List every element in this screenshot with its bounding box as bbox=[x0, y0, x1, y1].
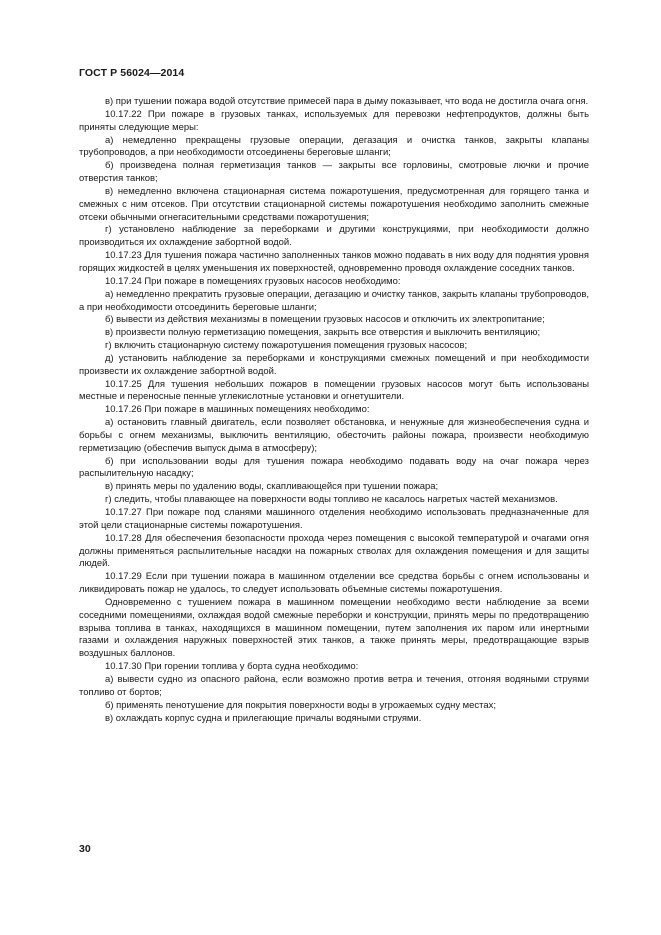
paragraph: б) вывести из действия механизмы в помещении грузовых насосов и отключить их электропитание; bbox=[105, 314, 545, 326]
paragraph: а) вывести судно из опасного района, если возможно против ветра и течения, отгоняя водяными струями топливо от бортов; bbox=[79, 673, 589, 698]
paragraph: 10.17.28 Для обеспечения безопасности прохода через помещения с высокой температурой и очагами огня должны применяться распылительные насадки на пожарных стволах для охлаждения помещения и для защиты людей. bbox=[79, 532, 589, 570]
paragraph: д) установить наблюдение за переборками и конструкциями смежных помещений и при необходимости произвести их охлаждение забортной водой. bbox=[79, 352, 589, 377]
paragraph: в) при тушении пожара водой отсутствие примесей пара в дыму показывает, что вода не достигла очага огня. bbox=[105, 96, 589, 107]
paragraph: г) установлено наблюдение за переборками и другими конструкциями, при необходимости должно производиться их охлаждение забортной водой. bbox=[79, 224, 589, 249]
paragraph: в) произвести полную герметизацию помещения, закрыть все отверстия и выключить вентиляцию; bbox=[105, 327, 541, 339]
paragraph: б) при использовании воды для тушения пожара необходимо подавать воду на очаг пожара через распылительную насадку; bbox=[79, 455, 589, 480]
paragraph: а) немедленно прекращены грузовые операции, дегазация и очистка танков, закрыты клапаны трубопроводов, а при необходимости отсоединены береговые шланги; bbox=[79, 134, 589, 159]
paragraph: в) принять меры по удалению воды, скапливающейся при тушении пожара; bbox=[105, 481, 439, 493]
paragraph: 10.17.26 При пожаре в машинных помещениях необходимо: bbox=[105, 404, 370, 416]
paragraph: 10.17.23 Для тушения пожара частично заполненных танков можно подавать в них воду для поднятия уровня горящих жидкостей в целях уменьшения их поверхностей, одновременно проводя охлаждение соседних танков. bbox=[79, 250, 589, 274]
paragraph: в) немедленно включена стационарная система пожаротушения, предусмотренная для горящего танка и смежных с ним отсеков. При отсутствии стационарной системы пожаротушения необходимо заполнить смежные отсеки обычными огнегасительными средствами пожаротушения; bbox=[79, 185, 589, 223]
paragraph: 10.17.22 При пожаре в грузовых танках, используемых для перевозки нефтепродуктов, должны быть приняты следующие меры: bbox=[79, 108, 589, 133]
paragraph: 10.17.30 При горении топлива у борта судна необходимо: bbox=[105, 661, 359, 673]
paragraph: 10.17.24 При пожаре в помещениях грузовых насосов необходимо: bbox=[105, 275, 401, 287]
paragraph: б) применять пенотушение для покрытия поверхности воды в угрожаемых судну местах; bbox=[105, 699, 496, 711]
paragraph: г) следить, чтобы плавающее на поверхности воды топливо не касалось нагретых частей механизмов. bbox=[105, 494, 558, 506]
paragraph: г) включить стационарную систему пожаротушения помещения грузовых насосов; bbox=[105, 340, 468, 352]
paragraph: Одновременно с тушением пожара в машинном помещении необходимо вести наблюдение за всеми соседними помещениями, охлаждая водой смежные переборки и конструкции, принять меры по предотвращению взрыва топлива в танках, находящихся в машинном помещении, путем заполнения их паром или инертными газами и охлаждения наружных поверхностей этих танков, а также принять меры, предотвращающие взрыв воздушных баллонов. bbox=[79, 596, 589, 660]
paragraph: в) охлаждать корпус судна и прилегающие причалы водяными струями. bbox=[105, 712, 422, 724]
document-header: ГОСТ Р 56024—2014 bbox=[79, 67, 185, 79]
paragraph: 10.17.29 Если при тушении пожара в машинном отделении все средства борьбы с огнем использованы и ликвидировать пожар не удалось, то следует использовать объемные системы пожаротушения. bbox=[79, 571, 589, 596]
paragraph: 10.17.25 Для тушения небольших пожаров в помещении грузовых насосов могут быть использованы местные и переносные пенные углекислотные установки и огнетушители. bbox=[79, 378, 589, 403]
paragraph: а) остановить главный двигатель, если позволяет обстановка, и ненужные для жизнеобеспечения судна и борьбы с огнем механизмы, выключить вентиляцию, обесточить районы пожара, произвести необходимую герметизацию (обеспечив выпуск дыма в атмосферу); bbox=[79, 417, 589, 454]
document-body bbox=[79, 96, 589, 725]
paragraph: а) немедленно прекратить грузовые операции, дегазацию и очистку танков, закрыть клапаны трубопроводов, а при необходимости отсоединить береговые шланги; bbox=[79, 288, 589, 313]
page-number: 30 bbox=[79, 843, 91, 855]
paragraph: б) произведена полная герметизация танков — закрыты все горловины, смотровые лючки и прочие отверстия танков; bbox=[79, 160, 589, 185]
paragraph: 10.17.27 При пожаре под сланями машинного отделения необходимо использовать предназначенные для этой цели стационарные системы пожаротушения. bbox=[79, 507, 589, 531]
